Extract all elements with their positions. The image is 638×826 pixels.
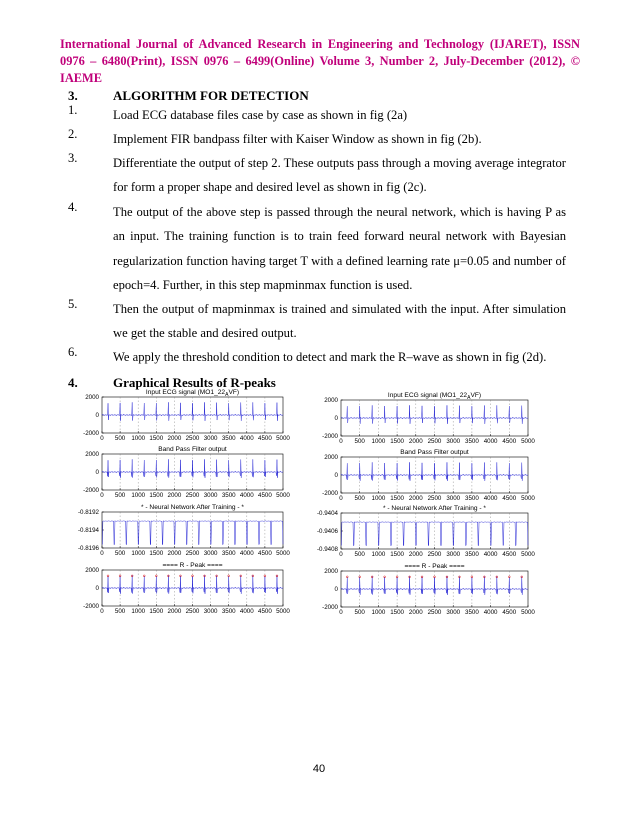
step-text: Differentiate the output of step 2. These outputs pass through a moving average integrator for form a proper shape and desired level as shown in fig (2c). xyxy=(113,156,566,195)
y-tick-label: 0 xyxy=(334,586,338,594)
x-tick-label: 5000 xyxy=(276,608,290,615)
subplot-title xyxy=(400,449,469,456)
section-3-number: 3. xyxy=(68,88,78,103)
subplot-ecg xyxy=(322,392,535,445)
y-tick-label: -0.9404 xyxy=(317,510,338,518)
x-tick-label: 2000 xyxy=(408,438,423,445)
x-tick-label: 3500 xyxy=(465,609,479,616)
y-tick-label: -2000 xyxy=(83,430,99,438)
x-tick-label: 2000 xyxy=(167,435,182,442)
x-tick-label: 1500 xyxy=(149,492,164,499)
x-tick-label: 0 xyxy=(339,438,343,445)
x-tick-label: 2500 xyxy=(427,438,442,445)
x-tick-label: 500 xyxy=(114,608,126,615)
section-4-title: Graphical Results of R-peaks xyxy=(113,375,276,390)
x-tick-label: 1500 xyxy=(390,609,404,616)
x-tick-label: 2500 xyxy=(427,495,442,502)
x-tick-label: 4000 xyxy=(483,495,498,502)
x-tick-label: 1500 xyxy=(390,438,404,445)
x-tick-label: 0 xyxy=(339,551,343,558)
x-tick-label: 3500 xyxy=(221,435,236,442)
figure-1 xyxy=(78,389,290,615)
y-tick-label: -2000 xyxy=(83,603,99,611)
x-tick-label: 2000 xyxy=(167,550,182,557)
x-tick-label: 4500 xyxy=(258,492,272,499)
x-tick-label: 2000 xyxy=(408,609,423,616)
figure-2 xyxy=(317,392,535,616)
x-tick-label: 2500 xyxy=(427,609,442,616)
subplot-bandpass xyxy=(322,449,535,502)
subplot-rpeak xyxy=(83,562,290,615)
x-tick-label: 3000 xyxy=(446,609,461,616)
x-tick-label: 2000 xyxy=(167,608,182,615)
x-tick-label: 3500 xyxy=(465,438,479,445)
x-tick-label: 500 xyxy=(114,550,126,557)
x-tick-label: 1500 xyxy=(149,435,164,442)
y-tick-label: 2000 xyxy=(324,397,338,405)
journal-header: International Journal of Advanced Research in Engineering and Technology (IJARET), ISSN 0976 – 6480(Print), ISSN 0976 – 6499(Online) Volume 3, Number 2, July-December (2012), © IAEME xyxy=(60,37,580,85)
x-tick-label: 1500 xyxy=(390,495,404,502)
subplot-bandpass xyxy=(83,446,290,499)
title-main: Band Pass Filter output xyxy=(400,449,469,456)
y-tick-label: -0.8196 xyxy=(78,545,99,553)
step-number: 6. xyxy=(68,345,78,359)
subplot-nn xyxy=(78,504,290,557)
x-tick-label: 2500 xyxy=(185,550,200,557)
title-main: Input ECG signal (MO1_22 xyxy=(387,392,468,399)
x-tick-label: 500 xyxy=(114,492,126,499)
x-tick-label: 3000 xyxy=(203,608,218,615)
x-tick-label: 3500 xyxy=(465,551,479,558)
title-main: Input ECG signal (MO1_22 xyxy=(145,389,226,396)
x-tick-label: 0 xyxy=(339,609,343,616)
x-tick-label: 5000 xyxy=(276,492,290,499)
title-suffix: VF) xyxy=(228,389,240,396)
y-tick-label: 2000 xyxy=(85,394,99,402)
x-tick-label: 4000 xyxy=(239,608,254,615)
x-tick-label: 2000 xyxy=(408,551,423,558)
x-tick-label: 3000 xyxy=(203,492,218,499)
x-tick-label: 1000 xyxy=(371,438,386,445)
step-number: 1. xyxy=(68,103,78,117)
x-tick-label: 5000 xyxy=(276,550,290,557)
y-tick-label: 0 xyxy=(95,412,99,420)
title-main: Band Pass Filter output xyxy=(158,446,227,453)
x-tick-label: 4000 xyxy=(483,551,498,558)
subplot-title xyxy=(141,504,244,511)
x-tick-label: 4500 xyxy=(502,609,517,616)
x-tick-label: 3500 xyxy=(465,495,479,502)
x-tick-label: 1000 xyxy=(371,495,386,502)
y-tick-label: -0.8194 xyxy=(78,527,99,535)
x-tick-label: 4500 xyxy=(502,438,517,445)
x-tick-label: 3000 xyxy=(203,435,218,442)
x-tick-label: 0 xyxy=(100,550,104,557)
x-tick-label: 500 xyxy=(354,438,365,445)
x-tick-label: 4000 xyxy=(239,435,254,442)
x-tick-label: 1000 xyxy=(131,608,146,615)
y-tick-label: -2000 xyxy=(83,487,99,495)
x-tick-label: 1000 xyxy=(371,551,386,558)
title-main: ==== R - Peak ==== xyxy=(404,563,465,570)
title-main: ==== R - Peak ==== xyxy=(162,562,223,569)
x-tick-label: 1000 xyxy=(131,435,146,442)
x-tick-label: 5000 xyxy=(521,495,535,502)
x-tick-label: 3500 xyxy=(221,550,236,557)
y-tick-label: -0.9408 xyxy=(317,546,338,554)
x-tick-label: 1500 xyxy=(390,551,404,558)
y-tick-label: 2000 xyxy=(85,567,99,575)
y-tick-label: 0 xyxy=(95,585,99,593)
step-text: Load ECG database files case by case as shown in fig (2a) xyxy=(113,108,408,122)
subplot-title xyxy=(404,563,464,570)
x-tick-label: 5000 xyxy=(276,435,290,442)
x-tick-label: 3000 xyxy=(203,550,218,557)
x-tick-label: 4000 xyxy=(239,550,254,557)
x-tick-label: 0 xyxy=(339,495,343,502)
x-tick-label: 1000 xyxy=(131,550,146,557)
subplot-rpeak xyxy=(322,563,535,616)
page-number: 40 xyxy=(312,763,326,775)
x-tick-label: 3500 xyxy=(221,608,236,615)
subplot-title xyxy=(388,392,481,401)
x-tick-label: 500 xyxy=(114,435,126,442)
x-tick-label: 2500 xyxy=(185,492,200,499)
subplot-nn xyxy=(317,505,535,558)
subplot-ecg xyxy=(83,389,290,442)
x-tick-label: 5000 xyxy=(521,438,535,445)
subplot-title xyxy=(146,389,239,398)
x-tick-label: 3000 xyxy=(446,551,461,558)
x-tick-label: 1500 xyxy=(149,550,164,557)
title-suffix: VF) xyxy=(470,392,482,399)
subplot-title xyxy=(158,446,227,453)
x-tick-label: 4500 xyxy=(502,551,517,558)
y-tick-label: -2000 xyxy=(322,433,338,441)
x-tick-label: 0 xyxy=(100,435,104,442)
y-tick-label: 2000 xyxy=(324,454,338,462)
x-tick-label: 3000 xyxy=(446,495,461,502)
x-tick-label: 500 xyxy=(354,551,365,558)
y-tick-label: -2000 xyxy=(322,490,338,498)
subplot-title xyxy=(383,505,486,512)
x-tick-label: 4000 xyxy=(239,492,254,499)
title-subscript: A xyxy=(225,392,229,398)
y-tick-label: 0 xyxy=(334,472,338,480)
x-tick-label: 5000 xyxy=(521,551,535,558)
x-tick-label: 2500 xyxy=(427,551,442,558)
step-number: 5. xyxy=(68,297,78,311)
y-tick-label: 2000 xyxy=(324,568,338,576)
title-subscript: A xyxy=(467,395,471,401)
x-tick-label: 0 xyxy=(100,608,104,615)
x-tick-label: 4000 xyxy=(483,609,498,616)
title-main: * - Neural Network After Training - * xyxy=(383,505,486,512)
title-main: * - Neural Network After Training - * xyxy=(141,504,244,511)
section-4-number: 4. xyxy=(68,375,78,390)
x-tick-label: 1000 xyxy=(371,609,386,616)
x-tick-label: 0 xyxy=(100,492,104,499)
step-text: The output of the above step is passed through the neural network, which is having P as an input. The training function is to train feed forward neural network with Bayesian regularization function having target T with a defined learning rate μ=0.05 and number of epoch=4. Further, in this step mapminmax function is used. xyxy=(113,205,566,293)
x-tick-label: 1000 xyxy=(131,492,146,499)
y-tick-label: -0.8192 xyxy=(78,509,99,517)
x-tick-label: 500 xyxy=(354,495,365,502)
x-tick-label: 3000 xyxy=(446,438,461,445)
x-tick-label: 2000 xyxy=(167,492,182,499)
x-tick-label: 2500 xyxy=(185,608,200,615)
y-tick-label: -2000 xyxy=(322,604,338,612)
x-tick-label: 4500 xyxy=(502,495,517,502)
x-tick-label: 4500 xyxy=(258,435,272,442)
y-tick-label: 0 xyxy=(334,415,338,423)
y-tick-label: 2000 xyxy=(85,451,99,459)
x-tick-label: 4500 xyxy=(258,550,272,557)
step-text: Then the output of mapminmax is trained and simulated with the input. After simulation we get the stable and desired output. xyxy=(113,302,566,341)
x-tick-label: 3500 xyxy=(221,492,236,499)
x-tick-label: 4500 xyxy=(258,608,272,615)
step-number: 3. xyxy=(68,151,78,165)
x-tick-label: 500 xyxy=(354,609,365,616)
y-tick-label: 0 xyxy=(95,469,99,477)
x-tick-label: 4000 xyxy=(483,438,498,445)
step-text: Implement FIR bandpass filter with Kaiser Window as shown in fig (2b). xyxy=(113,132,482,146)
x-tick-label: 5000 xyxy=(521,609,535,616)
x-tick-label: 1500 xyxy=(149,608,164,615)
y-tick-label: -0.9406 xyxy=(317,528,338,536)
x-tick-label: 2500 xyxy=(185,435,200,442)
step-number: 4. xyxy=(68,200,78,214)
step-text: We apply the threshold condition to detect and mark the R–wave as shown in fig (2d). xyxy=(113,350,547,364)
section-3-title: ALGORITHM FOR DETECTION xyxy=(113,88,309,103)
x-tick-label: 2000 xyxy=(408,495,423,502)
subplot-title xyxy=(162,562,222,569)
step-number: 2. xyxy=(68,127,78,141)
